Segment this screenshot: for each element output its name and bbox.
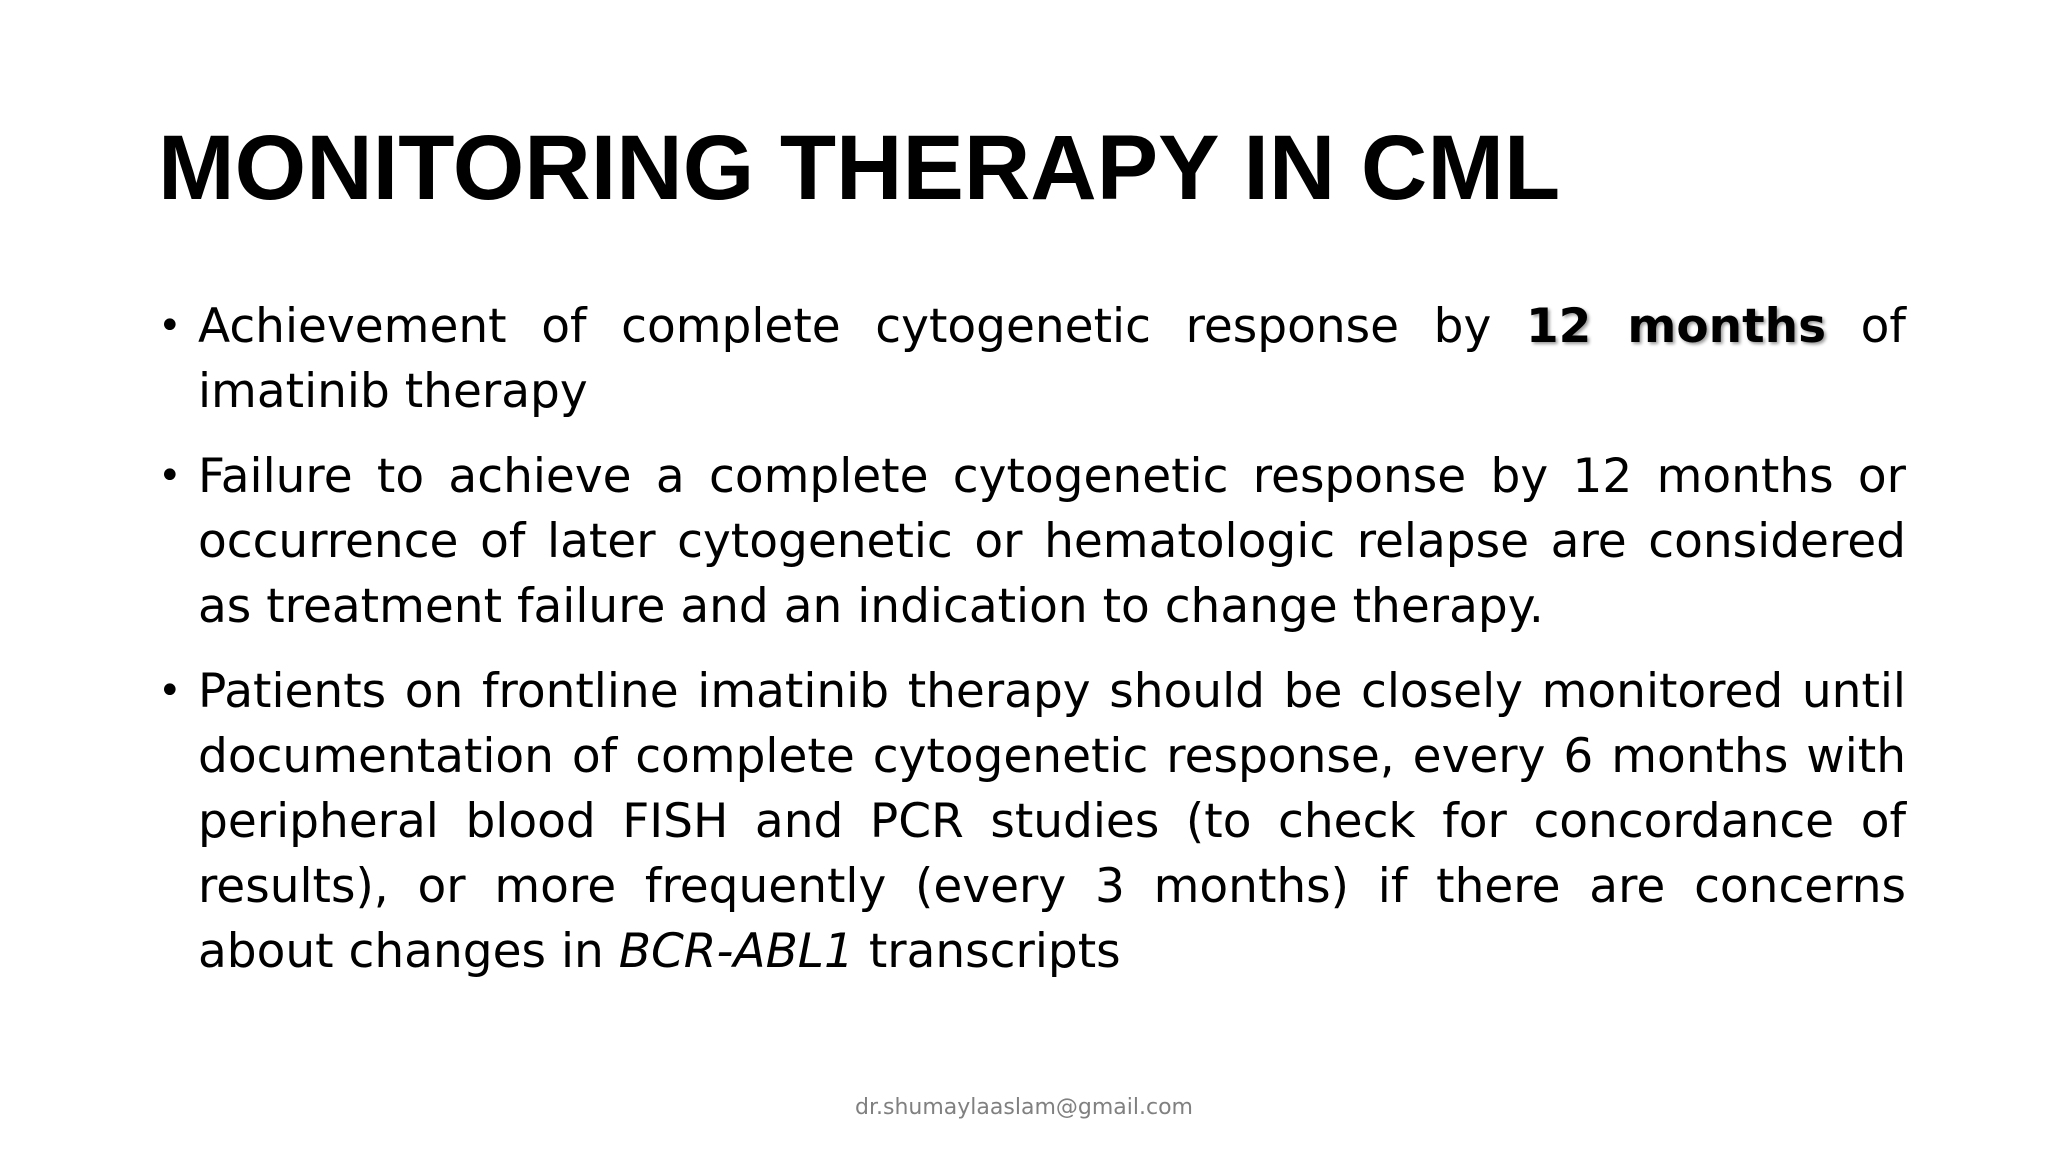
- bullet-item-3: [158, 659, 1906, 984]
- bullet-item-2: [158, 444, 1906, 639]
- bullet-1-text-end: of imatinib therapy: [198, 299, 1906, 419]
- bullet-1-text-start: Achievement of complete cytogenetic response by: [198, 299, 1526, 354]
- bullet-3-text-start: Patients on frontline imatinib therapy should be closely monitored until documentation of complete cytogenetic response, every 6 months with peripheral blood FISH and PCR studies (to check for concordance of results), or more frequently (every 3 months) if there are concerns about changes in: [198, 664, 1906, 979]
- bullet-dot-icon: •: [158, 668, 182, 714]
- bullet-2-text: Failure to achieve a complete cytogenetic response by 12 months or occurrence of later cytogenetic or hematologic relapse are considered as treatment failure and an indication to change therapy.: [198, 449, 1906, 634]
- slide-title: MONITORING THERAPY IN CML: [158, 117, 1561, 219]
- bullet-3-gene-name: BCR-ABL1: [618, 924, 854, 979]
- bullet-list: [158, 294, 1906, 1004]
- bullet-1-emphasis: 12 months: [1525, 299, 1827, 354]
- bullet-item-1: [158, 294, 1906, 424]
- footer-email: dr.shumaylaaslam@gmail.com: [855, 1095, 1193, 1120]
- bullet-3-text-end: transcripts: [853, 924, 1121, 979]
- bullet-dot-icon: •: [158, 303, 182, 349]
- bullet-dot-icon: •: [158, 453, 182, 499]
